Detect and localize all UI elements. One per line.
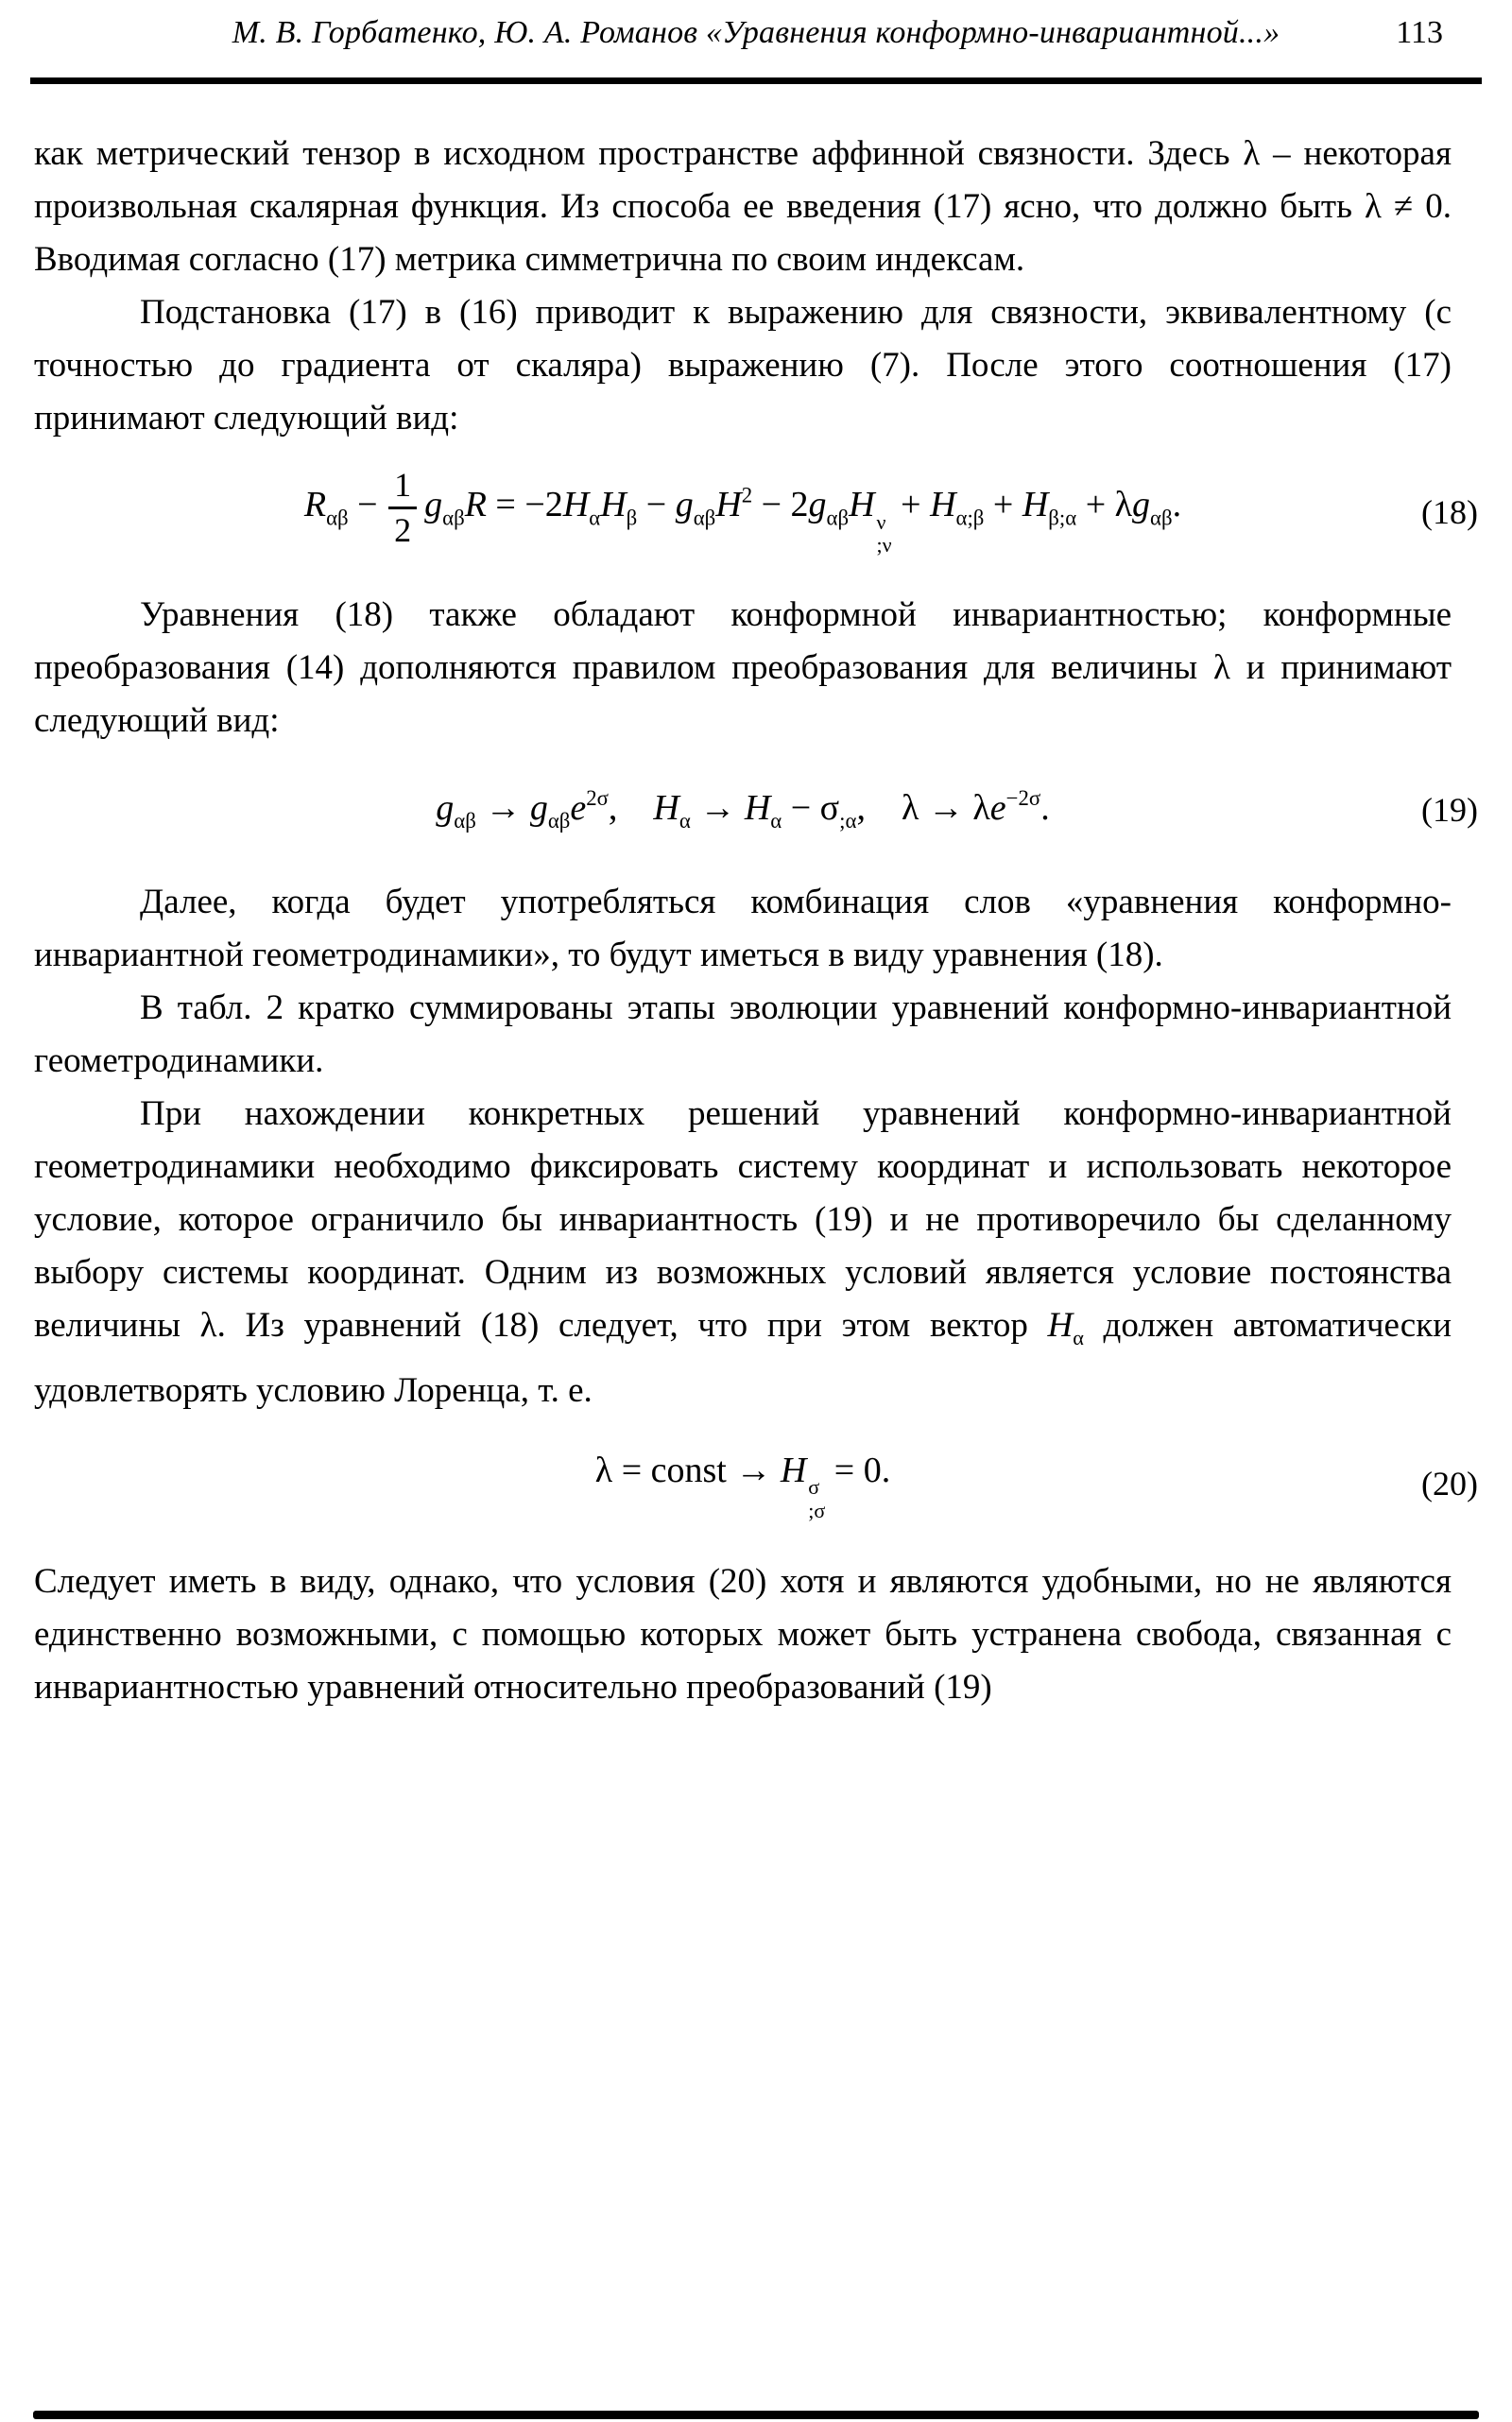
paragraph-3: Уравнения (18) также обладают конформной инвариантностью; конформные преобразования (14) дополняются правилом преобразования для величины λ и принимают следующий вид: [34,595,1452,740]
equation-20-formula: λ = const → H σ ;σ = 0. [594,1450,891,1523]
paragraph-2: Подстановка (17) в (16) приводит к выражению для связности, эквивалентному (с точностью до градиента от скаляра) выражению (7). После этого соотношения (17) принимают следующий вид: [34,293,1452,438]
inline-math-h-alpha: $H_\alpha$ [1047,1305,1084,1349]
equation-19-formula: $g_{\alpha\beta} \to g_{\alpha\beta}e^{2\sigma}$, $H_\alpha \to H_\alpha - \sigma_{;\alpha}$, $\lambda \to \lambda e^{-2\sigma}$. [436,786,1050,833]
page-body [0,84,1512,1714]
page-header [0,0,1512,70]
paragraph-6-text-a: При нахождении конкретных решений уравнений конформно-инвариантной геометродинамики необходимо фиксировать систему координат и использовать некоторое условие, которое ограничило бы инвариантность (19) и не противоречило бы сделанному выбору системы координат. Одним из возможных условий является условие постоянства величины λ. Из уравнений (18) следует, что при этом вектор [34,1093,1452,1345]
paragraph-5: В табл. 2 кратко суммированы этапы эволюции уравнений конформно-инвариантной геометродинамики. [34,988,1452,1080]
equation-19 [34,772,1478,848]
paragraph-4: Далее, когда будет употребляться комбинация слов «уравнения конформно-инвариантной геометродинамики», то будут иметься в виду уравнения (18). [34,882,1452,974]
equation-20 [34,1444,1478,1523]
header-rule [30,77,1482,84]
running-head: М. В. Горбатенко, Ю. А. Романов «Уравнения конформно-инвариантной...» [232,15,1280,50]
paragraph-1: как метрический тензор в исходном пространстве аффинной связности. Здесь λ – некоторая произвольная скалярная функция. Из способа ее введения (17) ясно, что должно быть λ ≠ 0. Вводимая согласно (17) метрика симметрична по своим индексам. [34,134,1452,279]
equation-18-number: (18) [1421,493,1478,531]
paragraph-6 [34,1088,1452,1417]
paragraph-7: Следует иметь в виду, однако, что условия (20) хотя и являются удобными, но не являются единственно возможными, с помощью которых может быть устранена свобода, связанная с инвариантностью уравнений относительно преобразований (19) [34,1561,1452,1707]
page-number: 113 [1396,15,1443,50]
paragraph-6-text-b: должен автоматически удовлетворять условию Лоренца, т. е. [34,1305,1452,1410]
bottom-scan-bar [33,2411,1479,2419]
equation-18-formula: $R_{\alpha\beta}$ − $\frac{1}{2}$ $g_{\alpha\beta}R = -2H_\alpha H_\beta - g_{\alpha\beta}H^2 - 2g_{\alpha\beta}H$ ν ;ν + $H_{\alpha;\beta} + H_{\beta;\alpha} + \lambda g_{\alpha\beta}$. [303,465,1182,558]
equation-19-number: (19) [1421,790,1478,829]
equation-18 [34,460,1478,564]
equation-20-number: (20) [1421,1464,1478,1503]
